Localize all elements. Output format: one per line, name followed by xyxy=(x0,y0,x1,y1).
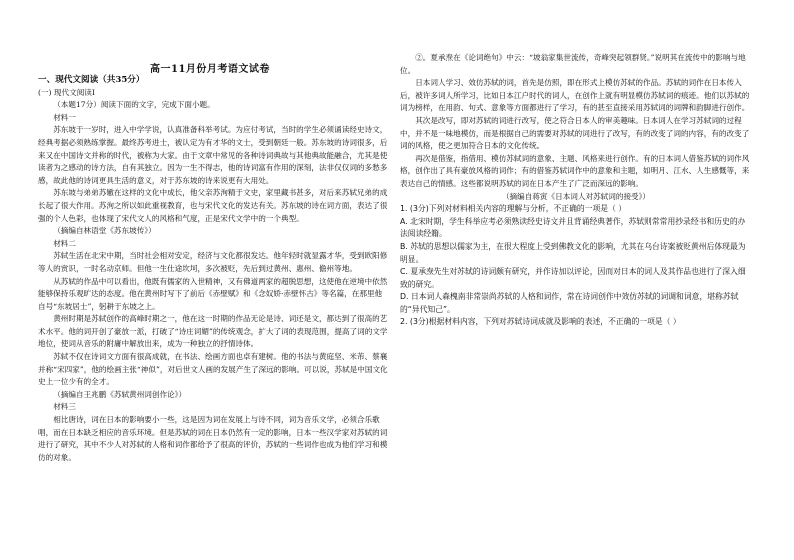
material-2-paragraph: 从苏轼的作品中可以看出，他既有儒家的入世精神，又有佛道两家的超脱思想，这使他在逆境中依然能够保持乐观旷达的态度。他在黄州时写下了前后《赤壁赋》和《念奴娇·赤壁怀古》等名篇，在那里他自号“东坡居士”，躬耕于东坡之上。 xyxy=(38,276,388,311)
material-3-paragraph: 再次是借鉴，指借用、模仿苏轼词的意象、主题、风格来进行创作。有的日本词人借鉴苏轼的词作风格，创作出了具有豪放风格的词作；有的借鉴苏轼词作中的意象和主题，如明月、江水、人生感慨等，来表达自己的情感。这些都说明苏轼的词在日本产生了广泛而深远的影响。 xyxy=(400,153,750,188)
material-1-source: （摘编自林语堂《苏东坡传》） xyxy=(53,226,156,236)
material-3-paragraph: 相比唐诗，词在日本的影响要小一些，这是因为词在发展上与诗不同，词为音乐文学，必须合乐歌唱，而在日本缺乏相应的音乐环境。但是苏轼的词在日本仍然有一定的影响，日本一些汉学家对苏轼的词进行了研究，其中不少人对苏轼的人格和词作都给予了很高的评价，苏轼的一些词作也成为他们学习和模仿的对象。 xyxy=(38,415,388,462)
material-1-paragraph: 苏东坡与弟弟苏辙在这样的文化中成长，他父亲苏洵精于文史，家里藏书甚多，对后来苏轼兄弟的成长起了很大作用。苏洵之所以如此重视教育，也与宋代文化的发达有关。苏东坡的诗在词方面，表达了很强的个人色彩，也体现了宋代文人的风格和气度，正是宋代文学中的一个典型。 xyxy=(38,188,388,223)
material-3-source: （摘编自蒋寅《日本词人对苏轼词的接受》） xyxy=(501,191,651,201)
continued-paragraph: ②。夏承焘在《论词绝句》中云：“坡翁家集世流传，奇峰突起领群贤。”说明其在流传中的影响与地位。 xyxy=(400,53,746,75)
question-1-option-c: C. 夏承焘先生对苏轼的诗词颇有研究，并作诗加以评论，因而对日本的词人及其作品也进行了深入细致的研究。 xyxy=(400,267,746,289)
material-2-paragraph: 苏轼生活在北宋中期，当时社会相对安定，经济与文化都很发达。他年轻时就显露才华，受到欧阳修等人的赏识，一时名动京师。但他一生仕途坎坷，多次被贬，先后到过黄州、惠州、儋州等地。 xyxy=(38,251,388,273)
material-2-label: 材料二 xyxy=(53,238,76,248)
left-column xyxy=(38,74,388,464)
material-3-paragraph: 日本词人学习、效仿苏轼的词，首先是仿照，即在形式上模仿苏轼的作品。苏轼的词作在日本传入后，被许多词人所学习，比如日本江户时代的词人，在创作上就有明显模仿苏轼词的痕迹。他们以苏轼的词为榜样，在用韵、句式、意象等方面都进行了学习，有的甚至直接采用苏轼词的词牌和韵脚进行创作。 xyxy=(400,78,750,113)
subsection-heading: (一) 现代文阅读Ⅰ xyxy=(38,87,95,97)
page-title: 高一11月份月考语文试卷 xyxy=(150,64,270,75)
question-1-option-d: D. 日本词人森槐南非常崇尚苏轼的人格和词作，常在诗词创作中效仿苏轼的词调和词意，堪称苏轼的“异代知己”。 xyxy=(400,292,739,314)
section-heading: 一、现代文阅读（共35分） xyxy=(38,75,145,85)
question-1: 1. (3分)下列对材料相关内容的理解与分析，不正确的一项是（ ） xyxy=(400,204,627,214)
material-2-paragraph: 苏轼不仅在诗词文方面有很高成就，在书法、绘画方面也卓有建树。他的书法与黄庭坚、米芾、蔡襄并称“宋四家”，他的绘画主张“神似”，对后世文人画的发展产生了深远的影响。可以说，苏轼是中国文化史上一位少有的全才。 xyxy=(38,352,388,387)
material-3-label: 材料三 xyxy=(53,402,76,412)
question-1-option-b: B. 苏轼的思想以儒家为主，在很大程度上受到佛教文化的影响，尤其在乌台诗案被贬黄州后体现最为明显。 xyxy=(400,241,746,264)
instruction: （本题17分）阅读下面的文字，完成下面小题。 xyxy=(53,100,215,110)
material-3-paragraph: 其次是改写，即对苏轼的词进行改写，使之符合日本人的审美趣味。日本词人在学习苏轼词的过程中，并不是一味地模仿，而是根据自己的需要对苏轼的词进行了改写，有的改变了词的内容，有的改变了词的风格，使之更加符合日本的文化传统。 xyxy=(400,115,750,151)
material-2-paragraph: 黄州时期是苏轼创作的高峰时期之一，他在这一时期的作品无论是诗、词还是文，都达到了很高的艺术水平。他的词开创了豪放一派，打破了“诗庄词媚”的传统观念，扩大了词的表现范围，提高了词的文学地位，使词从音乐的附庸中解放出来，成为一种独立的抒情诗体。 xyxy=(38,314,388,349)
question-2: 2. (3分)根据材料内容，下列对苏轼诗词成就及影响的表述，不正确的一项是（ ） xyxy=(400,317,681,327)
question-1-option-a: A. 北宋时期，学生科举应考必须熟读经史诗文并且背诵经典著作，苏轼则常常用抄录经书和历史的办法阅读经籍。 xyxy=(400,216,746,239)
material-2-source: （摘编自王兆鹏《苏轼黄州词创作论》） xyxy=(53,389,187,399)
material-1-label: 材料一 xyxy=(53,112,76,122)
material-1-paragraph: 苏东坡于一岁时，进入中学学说，认真准备科举考试。为应付考试，当时的学生必须诵读经史诗文，经典考据必须熟练掌握。最终苏考进士，被认定为有才华的文士，受到朝廷一般。苏东坡的诗词很多，后来又在中国诗文并称的时代，被称为大家。由于文章中常见的各种诗词典故与其他典故能融合，尤其是使读者为之感动的诗方法，自有其独立。因为一生不得志，他的诗词富有作用的深刻，法非仅仅词的多愁多感，故此他的诗词更具生活的意义，对于苏东坡的诗来说更有大用处。 xyxy=(38,125,388,185)
right-column xyxy=(400,52,752,329)
